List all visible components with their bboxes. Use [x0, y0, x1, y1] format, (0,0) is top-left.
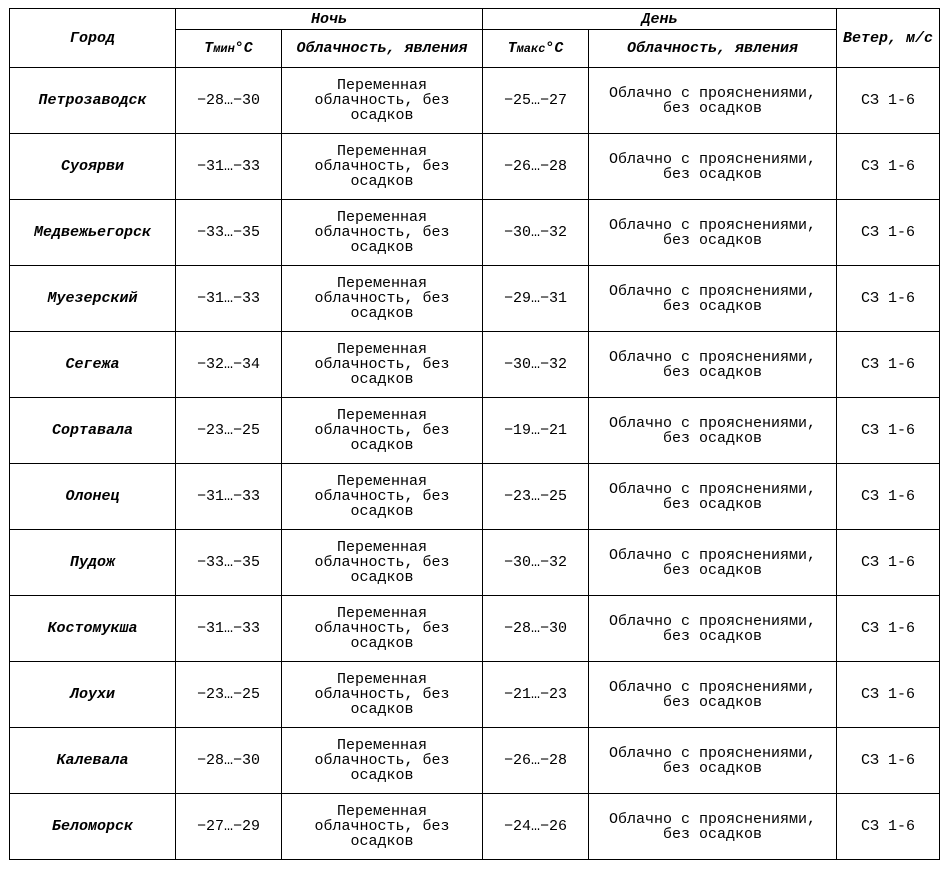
- table-body: [10, 68, 940, 860]
- city-cell: Беломорск: [10, 794, 176, 860]
- night-clouds-cell: Переменная облачность, без осадков: [282, 662, 483, 728]
- day-temperature-cell: −25…−27: [483, 68, 589, 134]
- day-clouds-cell: Облачно с прояснениями, без осадков: [589, 530, 837, 596]
- day-clouds-cell: Облачно с прояснениями, без осадков: [589, 662, 837, 728]
- night-clouds-cell: Переменная облачность, без осадков: [282, 332, 483, 398]
- header-city: Город: [10, 9, 176, 68]
- day-temperature-cell: −29…−31: [483, 266, 589, 332]
- day-clouds-cell: Облачно с прояснениями, без осадков: [589, 68, 837, 134]
- table-row: [10, 134, 940, 200]
- day-temperature-cell: −23…−25: [483, 464, 589, 530]
- wind-cell: СЗ 1-6: [837, 68, 940, 134]
- city-cell: Сортавала: [10, 398, 176, 464]
- day-clouds-cell: Облачно с прояснениями, без осадков: [589, 596, 837, 662]
- night-temperature-cell: −33…−35: [176, 200, 282, 266]
- night-clouds-cell: Переменная облачность, без осадков: [282, 134, 483, 200]
- day-clouds-cell: Облачно с прояснениями, без осадков: [589, 332, 837, 398]
- table-row: [10, 464, 940, 530]
- wind-cell: СЗ 1-6: [837, 794, 940, 860]
- weather-forecast-table: [9, 8, 940, 860]
- wind-cell: СЗ 1-6: [837, 464, 940, 530]
- night-temperature-cell: −23…−25: [176, 662, 282, 728]
- night-temperature-cell: −33…−35: [176, 530, 282, 596]
- day-temperature-cell: −21…−23: [483, 662, 589, 728]
- header-tmax-prefix: T: [507, 39, 517, 57]
- day-temperature-cell: −28…−30: [483, 596, 589, 662]
- wind-cell: СЗ 1-6: [837, 134, 940, 200]
- night-temperature-cell: −27…−29: [176, 794, 282, 860]
- city-cell: Пудож: [10, 530, 176, 596]
- night-clouds-cell: Переменная облачность, без осадков: [282, 596, 483, 662]
- city-cell: Сегежа: [10, 332, 176, 398]
- night-temperature-cell: −28…−30: [176, 68, 282, 134]
- wind-cell: СЗ 1-6: [837, 728, 940, 794]
- day-clouds-cell: Облачно с прояснениями, без осадков: [589, 398, 837, 464]
- header-tmin-prefix: T: [204, 39, 214, 57]
- header-tmax: [483, 30, 589, 68]
- city-cell: Муезерский: [10, 266, 176, 332]
- table-row: [10, 266, 940, 332]
- city-cell: Петрозаводск: [10, 68, 176, 134]
- city-cell: Медвежьегорск: [10, 200, 176, 266]
- city-cell: Костомукша: [10, 596, 176, 662]
- night-clouds-cell: Переменная облачность, без осадков: [282, 68, 483, 134]
- city-cell: Суоярви: [10, 134, 176, 200]
- table-row: [10, 200, 940, 266]
- day-temperature-cell: −30…−32: [483, 200, 589, 266]
- night-temperature-cell: −31…−33: [176, 596, 282, 662]
- wind-cell: СЗ 1-6: [837, 332, 940, 398]
- table-row: [10, 68, 940, 134]
- night-clouds-cell: Переменная облачность, без осадков: [282, 398, 483, 464]
- day-clouds-cell: Облачно с прояснениями, без осадков: [589, 728, 837, 794]
- night-temperature-cell: −31…−33: [176, 134, 282, 200]
- night-temperature-cell: −23…−25: [176, 398, 282, 464]
- night-temperature-cell: −31…−33: [176, 464, 282, 530]
- table-row: [10, 662, 940, 728]
- day-temperature-cell: −26…−28: [483, 134, 589, 200]
- night-clouds-cell: Переменная облачность, без осадков: [282, 530, 483, 596]
- night-temperature-cell: −28…−30: [176, 728, 282, 794]
- header-tmax-unit: °С: [545, 39, 564, 57]
- day-temperature-cell: −19…−21: [483, 398, 589, 464]
- table-row: [10, 332, 940, 398]
- table-row: [10, 728, 940, 794]
- header-day: День: [483, 9, 837, 30]
- city-cell: Лоухи: [10, 662, 176, 728]
- wind-cell: СЗ 1-6: [837, 266, 940, 332]
- wind-cell: СЗ 1-6: [837, 200, 940, 266]
- night-temperature-cell: −31…−33: [176, 266, 282, 332]
- header-day-clouds: Облачность, явления: [589, 30, 837, 68]
- night-temperature-cell: −32…−34: [176, 332, 282, 398]
- day-temperature-cell: −30…−32: [483, 332, 589, 398]
- header-wind: Ветер, м/с: [837, 9, 940, 68]
- night-clouds-cell: Переменная облачность, без осадков: [282, 266, 483, 332]
- city-cell: Олонец: [10, 464, 176, 530]
- night-clouds-cell: Переменная облачность, без осадков: [282, 728, 483, 794]
- night-clouds-cell: Переменная облачность, без осадков: [282, 464, 483, 530]
- day-temperature-cell: −24…−26: [483, 794, 589, 860]
- table-row: [10, 794, 940, 860]
- header-night: Ночь: [176, 9, 483, 30]
- header-tmin: [176, 30, 282, 68]
- wind-cell: СЗ 1-6: [837, 398, 940, 464]
- wind-cell: СЗ 1-6: [837, 530, 940, 596]
- table-row: [10, 398, 940, 464]
- wind-cell: СЗ 1-6: [837, 596, 940, 662]
- day-clouds-cell: Облачно с прояснениями, без осадков: [589, 464, 837, 530]
- header-row-top: [10, 9, 940, 30]
- table-row: [10, 530, 940, 596]
- day-temperature-cell: −26…−28: [483, 728, 589, 794]
- table-row: [10, 596, 940, 662]
- day-clouds-cell: Облачно с прояснениями, без осадков: [589, 134, 837, 200]
- wind-cell: СЗ 1-6: [837, 662, 940, 728]
- day-clouds-cell: Облачно с прояснениями, без осадков: [589, 794, 837, 860]
- city-cell: Калевала: [10, 728, 176, 794]
- day-clouds-cell: Облачно с прояснениями, без осадков: [589, 200, 837, 266]
- day-clouds-cell: Облачно с прояснениями, без осадков: [589, 266, 837, 332]
- header-tmax-sub: макс: [516, 41, 546, 56]
- night-clouds-cell: Переменная облачность, без осадков: [282, 200, 483, 266]
- night-clouds-cell: Переменная облачность, без осадков: [282, 794, 483, 860]
- header-tmin-sub: мин: [213, 41, 235, 56]
- header-night-clouds: Облачность, явления: [282, 30, 483, 68]
- header-tmin-unit: °С: [234, 39, 253, 57]
- day-temperature-cell: −30…−32: [483, 530, 589, 596]
